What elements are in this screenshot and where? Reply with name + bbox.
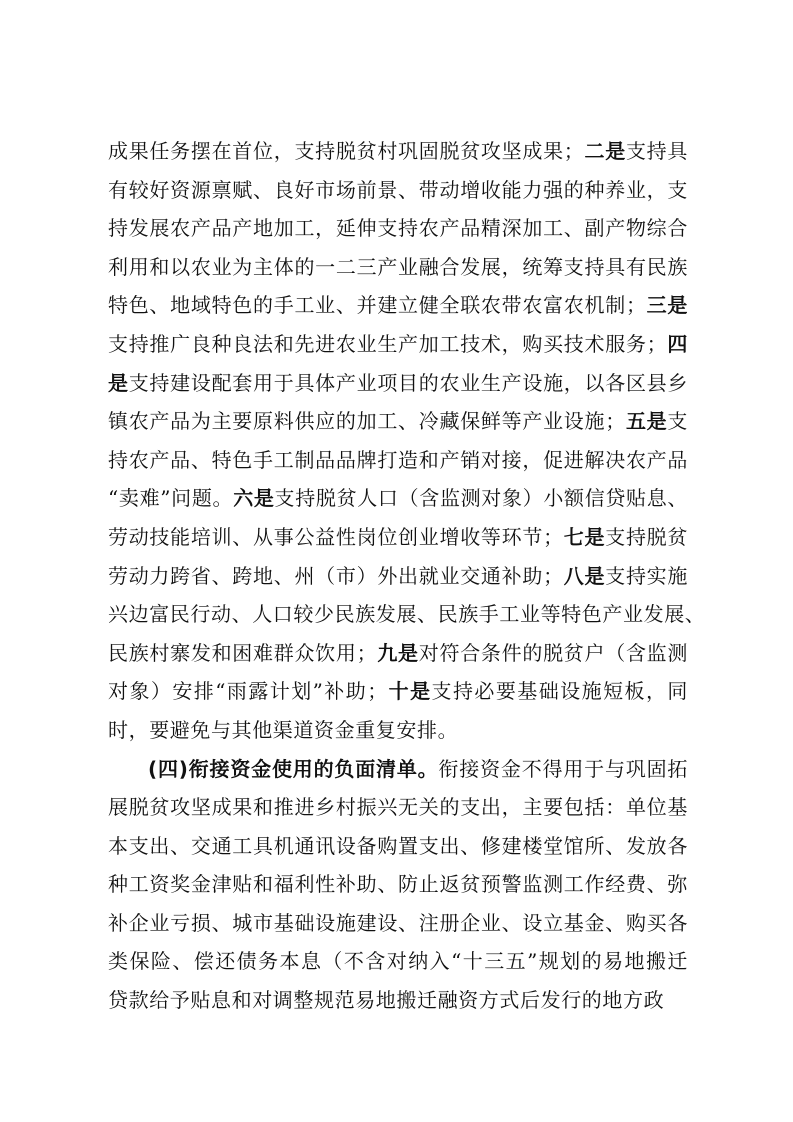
bold-text-segment: 二是 [584, 139, 626, 163]
text-segment: 民族村寨发和困难群众饮用； [108, 640, 378, 665]
text-line [108, 904, 688, 943]
bold-text-segment: 四 [667, 331, 688, 356]
text-line [108, 441, 688, 480]
text-line [108, 325, 688, 364]
text-line [108, 711, 688, 750]
text-line [108, 595, 706, 634]
bold-text-segment: 八是 [563, 563, 606, 588]
bold-text-segment: 五是 [625, 409, 668, 434]
text-segment: 持农产品、特色手工制品品牌打造和产销对接，促进解决农产品 [108, 447, 688, 472]
text-line [108, 634, 688, 673]
text-line [108, 672, 688, 711]
text-segment: 支持实施 [605, 563, 689, 588]
text-line [108, 827, 688, 866]
bold-text-segment: (四)衔接资金使用的负面清单。 [148, 756, 439, 781]
text-segment: 类保险、偿还债务本息（不含对纳入“十三五”规划的易地搬迁 [108, 949, 688, 974]
paragraph-support-scope [108, 132, 706, 750]
text-segment: 支持脱贫 [605, 524, 689, 549]
text-segment: 劳动技能培训、从事公益性岗位创业增收等环节； [108, 524, 564, 549]
text-line [108, 286, 688, 325]
text-segment: 衔接资金不得用于与巩固拓 [438, 756, 689, 781]
text-segment: 支持建设配套用于具体产业项目的农业生产设施，以各区县乡 [128, 370, 688, 395]
text-segment: 种工资奖金津贴和福利性补助、防止返贫预警监测工作经费、弥 [108, 872, 688, 897]
text-segment: 成果任务摆在首位，支持脱贫村巩固脱贫攻坚成果； [108, 139, 585, 163]
text-line [108, 981, 688, 1020]
text-segment: 兴边富民行动、人口较少民族发展、民族手工业等特色产业发展、 [108, 602, 706, 627]
text-segment: 对象）安排“雨露计划”补助； [108, 679, 388, 704]
bold-text-segment: 六是 [233, 486, 275, 511]
text-line [108, 171, 688, 210]
text-segment: 补企业亏损、城市基础设施建设、注册企业、设立基金、购买各 [108, 910, 688, 935]
text-segment: 支持脱贫人口（含监测对象）小额信贷贴息、 [274, 486, 688, 511]
text-line [108, 248, 688, 287]
text-line [108, 132, 688, 171]
text-line [108, 750, 688, 789]
text-segment: 支 [667, 409, 689, 434]
bold-text-segment: 九是 [377, 640, 419, 665]
text-segment: 时，要避免与其他渠道资金重复安排。 [108, 717, 459, 742]
document-body [108, 132, 706, 1020]
text-segment: 镇农产品为主要原料供应的加工、冷藏保鲜等产业设施； [108, 409, 626, 434]
text-segment: 有较好资源禀赋、良好市场前景、带动增收能力强的种养业，支 [108, 177, 688, 202]
text-line [108, 518, 688, 557]
text-line [108, 942, 688, 981]
text-line [108, 865, 688, 904]
text-segment: “卖难”问题。 [108, 486, 234, 511]
text-segment: 对符合条件的脱贫户（含监测 [418, 640, 688, 665]
text-line [108, 479, 688, 518]
text-segment: 劳动力跨省、跨地、州（市）外出就业交通补助； [108, 563, 564, 588]
bold-text-segment: 三是 [646, 293, 688, 318]
text-segment: 利用和以农业为主体的一二三产业融合发展，统筹支持具有民族 [108, 254, 688, 279]
text-line [108, 788, 688, 827]
paragraph-negative-list [108, 750, 688, 1020]
text-line [108, 364, 688, 403]
text-segment: 支持具 [625, 139, 688, 163]
text-segment: 支持必要基础设施短板，同 [431, 679, 688, 704]
text-segment: 本支出、交通工具机通讯设备购置支出、修建楼堂馆所、发放各 [108, 833, 688, 858]
bold-text-segment: 十是 [387, 679, 432, 704]
text-segment: 展脱贫攻坚成果和推进乡村振兴无关的支出，主要包括：单位基 [108, 795, 688, 820]
bold-text-segment: 是 [108, 370, 129, 395]
text-line [108, 209, 688, 248]
text-line [108, 402, 688, 441]
text-segment: 特色、地域特色的手工业、并建立健全联农带农富农机制； [108, 293, 647, 318]
text-segment: 贷款给予贴息和对调整规范易地搬迁融资方式后发行的地方政 [108, 988, 665, 1013]
bold-text-segment: 七是 [563, 524, 606, 549]
text-segment: 支持推广良种良法和先进农业生产加工技术，购买技术服务； [108, 331, 668, 356]
text-line [108, 557, 688, 596]
text-segment: 持发展农产品产地加工，延伸支持农产品精深加工、副产物综合 [108, 216, 688, 241]
